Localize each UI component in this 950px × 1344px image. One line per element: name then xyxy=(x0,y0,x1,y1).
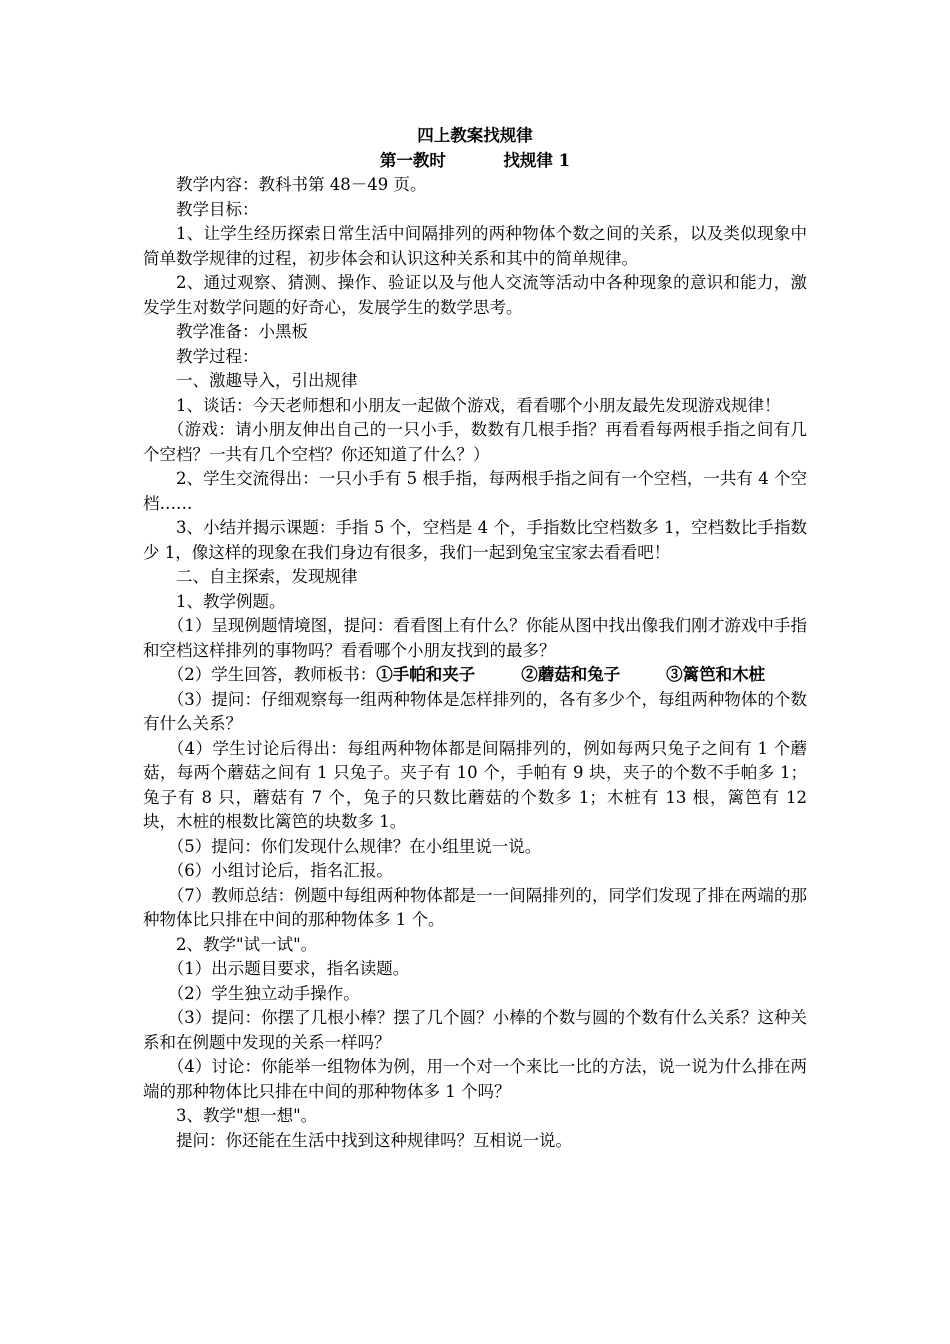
teaching-process-heading: 教学过程： xyxy=(176,346,259,366)
teaching-goals-heading: 教学目标： xyxy=(176,199,259,219)
teaching-content: 教学内容：教科书第 48－49 页。 xyxy=(176,175,427,194)
think-question: 提问：你还能在生活中找到这种规律吗？互相说一说。 xyxy=(176,1130,572,1150)
game-description: （游戏：请小朋友伸出自己的一只小手，数数有几根手指？再看看每两根手指之间有几个空档？一共有几个空档？你还知道了什么？） xyxy=(143,420,807,464)
goal-1: 1、让学生经历探索日常生活中间隔排列的两种物体个数之间的关系，以及类似现象中简单数学规律的过程，初步体会和认识这种关系和其中的简单规律。 xyxy=(143,224,807,268)
try-step-1: （1）出示题目要求，指名读题。 xyxy=(167,959,410,978)
example-step-7: （7）教师总结：例题中每组两种物体都是一一间隔排列的，同学们发现了排在两端的那种物体比只排在中间的那种物体多 1 个。 xyxy=(143,885,807,929)
section-1-heading: 一、激趣导入，引出规律 xyxy=(176,371,358,390)
board-line-prefix: （2）学生回答，教师板书： xyxy=(167,665,377,684)
step-2-exchange: 2、学生交流得出：一只小手有 5 根手指，每两根手指之间有一个空档，一共有 4 个空档…… xyxy=(143,469,807,513)
lesson-subtitle: 第一教时 找规律 1 xyxy=(379,150,571,170)
try-step-2: （2）学生独立动手操作。 xyxy=(167,983,360,1003)
document-body xyxy=(143,124,807,1153)
example-step-1: （1）呈现例题情境图，提问：看看图上有什么？你能从图中找出像我们刚才游戏中手指和空档这样排列的事物吗？看看哪个小朋友找到的最多？ xyxy=(143,616,807,660)
document-title: 四上教案找规律 xyxy=(417,126,533,145)
example-heading: 1、教学例题。 xyxy=(176,591,286,611)
example-step-3: （3）提问：仔细观察每一组两种物体是怎样排列的，各有多少个，每组两种物体的个数有什么关系？ xyxy=(143,689,807,733)
goal-2: 2、通过观察、猜测、操作、验证以及与他人交流等活动中各种现象的意识和能力，激发学生对数学问题的好奇心，发展学生的数学思考。 xyxy=(143,273,807,317)
board-line-items: ①手帕和夹子 ②蘑菇和兔子 ③篱笆和木桩 xyxy=(376,665,766,684)
example-step-6: （6）小组讨论后，指名汇报。 xyxy=(167,861,393,880)
try-it-heading: 2、教学"试一试"。 xyxy=(176,934,318,954)
try-step-4: （4）讨论：你能举一组物体为例，用一个对一个来比一比的方法，说一说为什么排在两端的那种物体比只排在中间的那种物体多 1 个吗？ xyxy=(143,1057,807,1101)
try-step-3: （3）提问：你摆了几根小棒？摆了几个圆？小棒的个数与圆的个数有什么关系？这种关系和在例题中发现的关系一样吗？ xyxy=(143,1008,807,1052)
think-heading: 3、教学"想一想"。 xyxy=(176,1106,318,1125)
step-1-talk: 1、谈话：今天老师想和小朋友一起做个游戏，看看哪个小朋友最先发现游戏规律！ xyxy=(176,395,781,415)
example-step-4: （4）学生讨论后得出：每组两种物体都是间隔排列的，例如每两只兔子之间有 1 个蘑菇，每两个蘑菇之间有 1 只兔子。夹子有 10 个，手帕有 9 块，夹子的个数不手帕多 1；兔子有 8 只，蘑菇有 7 个，兔子的只数比蘑菇的个数多 1；木桩有 13 根，篱笆有 12 块，木桩的根数比篱笆的块数多 1。 xyxy=(143,738,807,831)
teaching-preparation: 教学准备：小黑板 xyxy=(176,322,308,341)
example-step-5: （5）提问：你们发现什么规律？在小组里说一说。 xyxy=(167,836,542,856)
section-2-heading: 二、自主探索，发现规律 xyxy=(176,567,358,586)
example-step-2 xyxy=(143,663,807,688)
step-3-summary: 3、小结并揭示课题：手指 5 个，空档是 4 个，手指数比空档数多 1，空档数比手指数少 1，像这样的现象在我们身边有很多，我们一起到兔宝宝家去看看吧！ xyxy=(143,518,807,562)
